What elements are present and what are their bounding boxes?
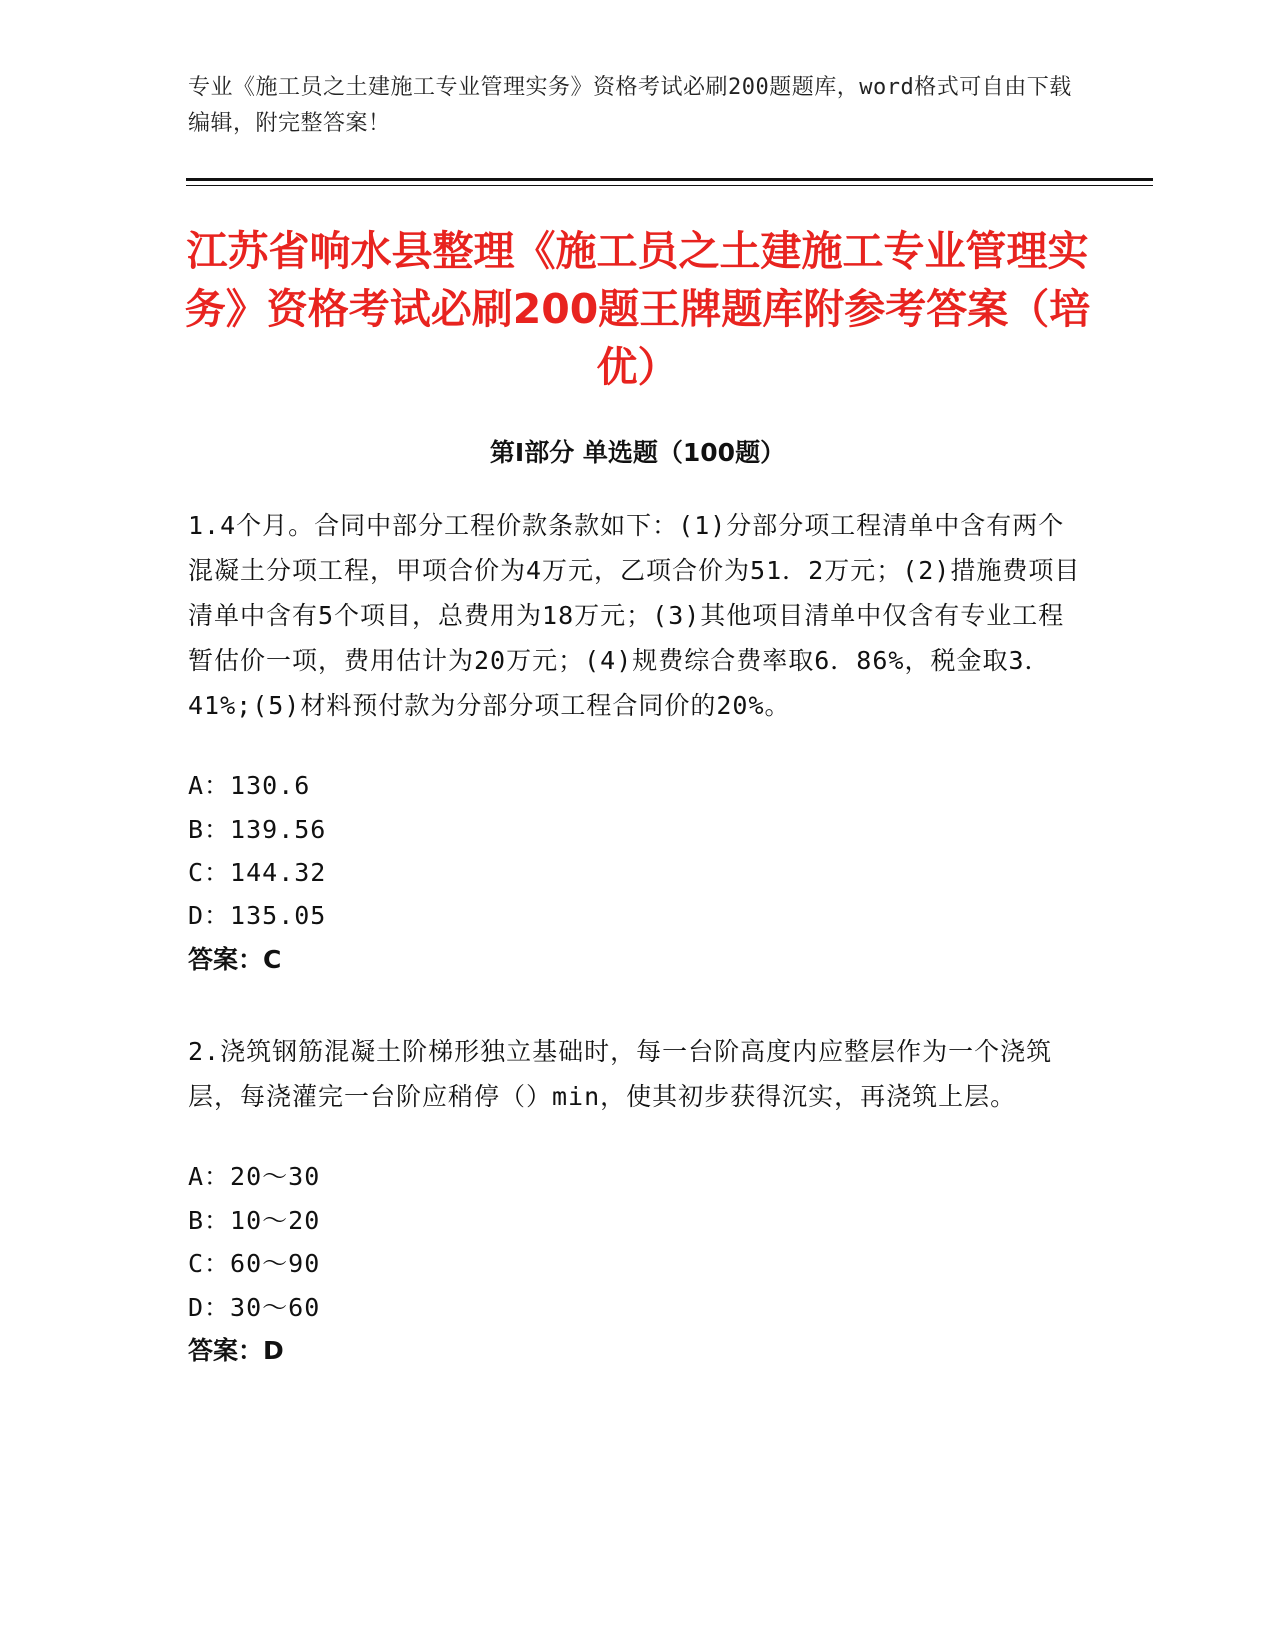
question-1-option-c: C：144.32 — [188, 858, 327, 887]
question-1-option-d: D：135.05 — [188, 901, 327, 930]
header-rule-thick — [186, 178, 1153, 181]
question-1-option-b: B：139.56 — [188, 815, 327, 844]
question-2-option-d: D：30～60 — [188, 1293, 321, 1322]
question-2-stem: 2.浇筑钢筋混凝土阶梯形独立基础时，每一台阶高度内应整层作为一个浇筑层，每浇灌完一台阶应稍停（）min，使其初步获得沉实，再浇筑上层。 — [188, 1037, 1053, 1111]
question-2-option-c: C：60～90 — [188, 1249, 321, 1278]
document-title: 江苏省响水县整理《施工员之土建施工专业管理实务》资格考试必刷200题王牌题库附参考答案（培优） — [184, 227, 1091, 391]
question-2-option-a: A：20～30 — [188, 1162, 321, 1191]
question-1-option-a: A：130.6 — [188, 771, 311, 800]
question-2-answer: 答案：D — [188, 1336, 284, 1365]
header-rule-thin — [186, 185, 1153, 186]
question-1-answer: 答案：C — [188, 945, 282, 974]
header-note: 专业《施工员之土建施工专业管理实务》资格考试必刷200题题库，word格式可自由下载编辑，附完整答案！ — [188, 75, 1072, 136]
question-2-option-b: B：10～20 — [188, 1206, 321, 1235]
section-heading: 第Ⅰ部分 单选题（100题） — [489, 438, 786, 467]
question-1-stem: 1.4个月。合同中部分工程价款条款如下：(1)分部分项工程清单中含有两个混凝土分项工程，甲项合价为4万元，乙项合价为51．2万元；(2)措施费项目清单中含有5个项目，总费用为18万元；(3)其他项目清单中仅含有专业工程暂估价一项，费用估计为20万元；(4)规费综合费率取6．86%，税金取3．41%;(5)材料预付款为分部分项工程合同价的20%。 — [188, 511, 1081, 720]
